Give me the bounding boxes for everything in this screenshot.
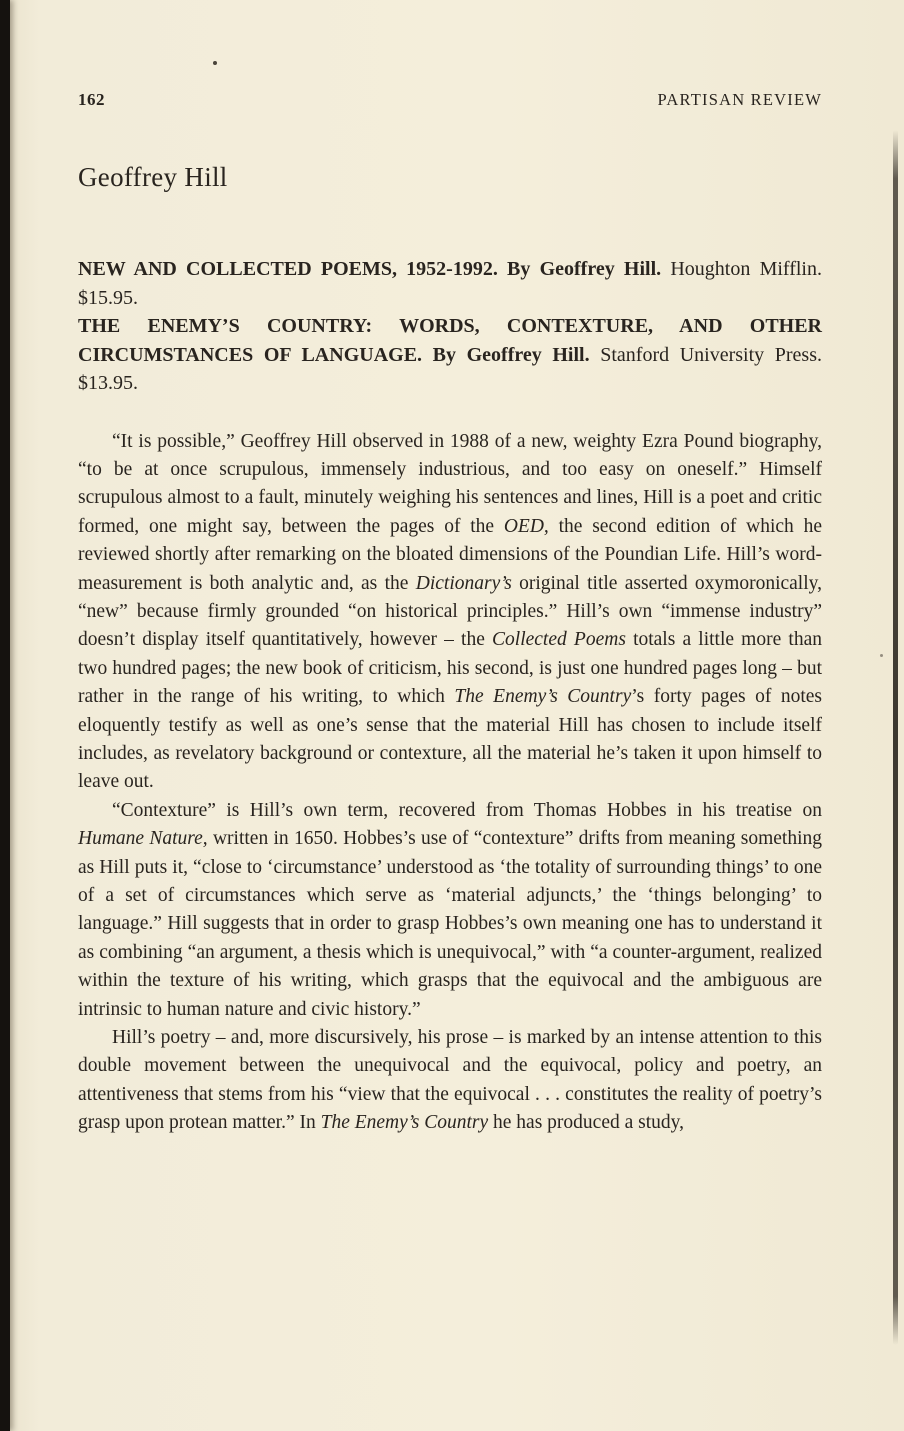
book-citation: THE ENEMY’S COUNTRY: WORDS, CONTEXTURE, AND OTHER CIRCUMSTANCES OF LANGUAGE. By Geoffrey Hill. Stanford University Press. $13.95.: [78, 315, 822, 394]
body-paragraph: “Contexture” is Hill’s own term, recovered from Thomas Hobbes in his treatise on Humane Nature, written in 1650. Hobbes’s use of “contexture” drifts from meaning something as Hill puts it, “close to ‘circumstance’ understood as ‘the totality of surrounding things’ to one of a set of circumstances which serve as ‘material adjuncts,’ the ‘things belonging’ to language.” Hill suggests that in order to grasp Hobbes’s own meaning one has to understand it as combining “an argument, a thesis which is unequivocal,” with “a counter-argument, realized within the texture of his writing, which grasps that the equivocal and the ambiguous are intrinsic to human nature and civic history.”: [78, 799, 822, 1020]
citation-block: [78, 255, 822, 398]
book-citation: NEW AND COLLECTED POEMS, 1952-1992. By Geoffrey Hill. Houghton Mifflin. $15.95.: [78, 258, 822, 309]
scan-left-edge: [0, 0, 10, 1431]
running-header: [78, 0, 822, 110]
author-heading: Geoffrey Hill: [78, 162, 228, 192]
page-number: 162: [78, 90, 105, 109]
scan-right-edge-shadow: [893, 130, 898, 1345]
journal-title: PARTISAN REVIEW: [657, 90, 822, 109]
scan-speck: [880, 654, 883, 657]
review-body: [78, 428, 822, 1138]
text-column: [78, 0, 822, 1138]
body-paragraph: Hill’s poetry – and, more discursively, his prose – is marked by an intense attention to this double movement between the unequivocal and the equivocal, policy and poetry, an attentiveness that stems from his “view that the equivocal . . . constitutes the reality of poetry’s grasp upon protean matter.” In The Enemy’s Country he has produced a study,: [78, 1027, 822, 1134]
body-paragraph: “It is possible,” Geoffrey Hill observed in 1988 of a new, weighty Ezra Pound biography, “to be at once scrupulous, immensely industrious, and too easy on oneself.” Himself scrupulous almost to a fault, minutely weighing his sentences and lines, Hill is a poet and critic formed, one might say, between the pages of the OED, the second edition of which he reviewed shortly after remarking on the bloated dimensions of the Poundian Life. Hill’s word-measurement is both analytic and, as the Dictionary’s original title asserted oxymoronically, “new” because firmly grounded “on historical principles.” Hill’s own “immense industry” doesn’t display itself quantitatively, however – the Collected Poems totals a little more than two hundred pages; the new book of criticism, his second, is just one hundred pages long – but rather in the range of his writing, to which The Enemy’s Country’s forty pages of notes eloquently testify as well as one’s sense that the material Hill has chosen to include itself includes, as revelatory background or contexture, all the material he’s taken it upon himself to leave out.: [78, 430, 822, 793]
